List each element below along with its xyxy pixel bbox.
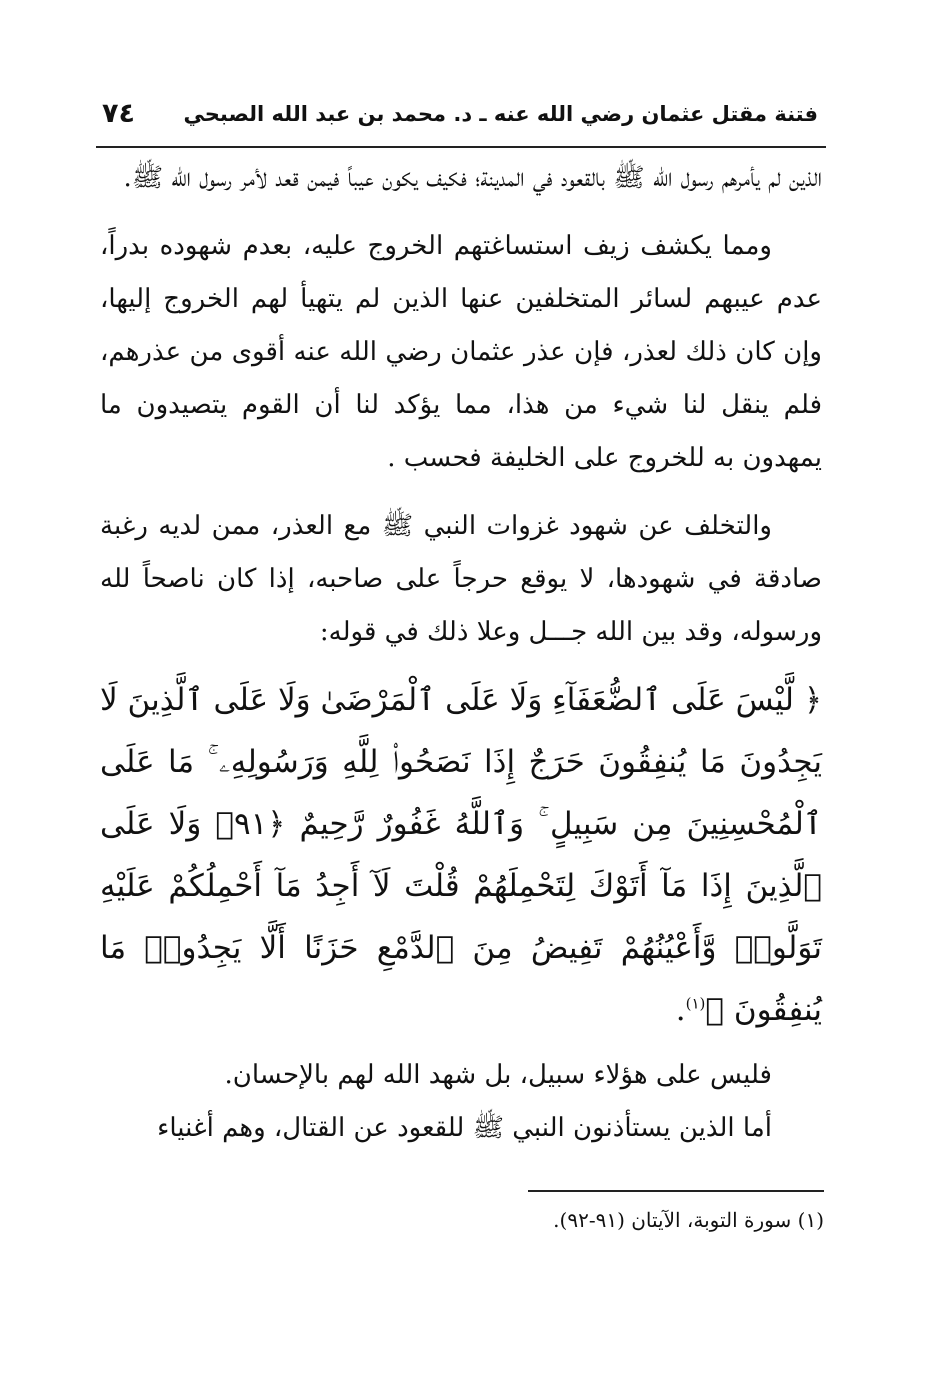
page-number: ٧٤ xyxy=(102,98,135,129)
paragraph-2: ومما يكشف زيف استساغتهم الخروج عليه، بعدم شهوده بدراً، عدم عيبهم لسائر المتخلفين عنها الذين لم يتهيأ لهم الخروج إليها، وإن كان ذلك لعذر، فإن عذر عثمان رضي الله عنه أقوى من عذرهم، فلم ينقل لنا شيء من هذا، مما يؤكد لنا أن القوم يتصيدون ما يمهدون به للخروج على الخليفة فحسب . xyxy=(100,231,822,473)
paragraph-4: فليس على هؤلاء سبيل، بل شهد الله لهم بالإحسان. xyxy=(224,1060,772,1090)
header-title: فتنة مقتل عثمان رضي الله عنه ـ د. محمد بن عبد الله الصبحي xyxy=(183,102,818,126)
quran-verse-end: . xyxy=(675,992,686,1028)
paragraph-1: الذين لم يأمرهم رسول الله ﷺ بالقعود في المدينة؛ فكيف يكون عيباً فيمن قعد لأمر رسول الله ﷺ. xyxy=(123,163,822,193)
running-header xyxy=(96,98,826,142)
quran-verse-text: ﴿ لَّيْسَ عَلَى ٱلضُّعَفَآءِ وَلَا عَلَى ٱلْمَرْضَىٰ وَلَا عَلَى ٱلَّذِينَ لَا يَجِدُونَ مَا يُنفِقُونَ حَرَجٌ إِذَا نَصَحُوا۟ لِلَّهِ وَرَسُولِهِۦ ۚ مَا عَلَى ٱلْمُحْسِنِينَ مِن سَبِيلٍ ۚ وَٱللَّهُ غَفُورٌ رَّحِيمٌ ﴿٩١﴾ وَلَا عَلَى ٱلَّذِينَ إِذَا مَآ أَتَوْكَ لِتَحْمِلَهُمْ قُلْتَ لَآ أَجِدُ مَآ أَحْمِلُكُمْ عَلَيْهِ تَوَلَّوا۟ وَّأَعْيُنُهُمْ تَفِيضُ مِنَ ٱلدَّمْعِ حَزَنًا أَلَّا يَجِدُوا۟ مَا يُنفِقُونَ ﴾ xyxy=(100,682,822,1028)
quran-verse xyxy=(100,669,822,1041)
header-divider xyxy=(96,146,826,148)
footnote-divider xyxy=(528,1190,824,1192)
footnote: (١) سورة التوبة، الآيتان (٩١-٩٢). xyxy=(553,1208,824,1232)
paragraph-3: والتخلف عن شهود غزوات النبي ﷺ مع العذر، ممن لديه رغبة صادقة في شهودها، لا يوقع حرجاً على صاحبه، إذا كان ناصحاً لله ورسوله، وقد بين الله جـــل وعلا ذلك في قوله: xyxy=(100,511,822,647)
footnote-marker: (١) xyxy=(685,994,706,1013)
paragraph-5: أما الذين يستأذنون النبي ﷺ للقعود عن القتال، وهم أغنياء xyxy=(157,1113,772,1143)
body-text xyxy=(100,152,822,1155)
